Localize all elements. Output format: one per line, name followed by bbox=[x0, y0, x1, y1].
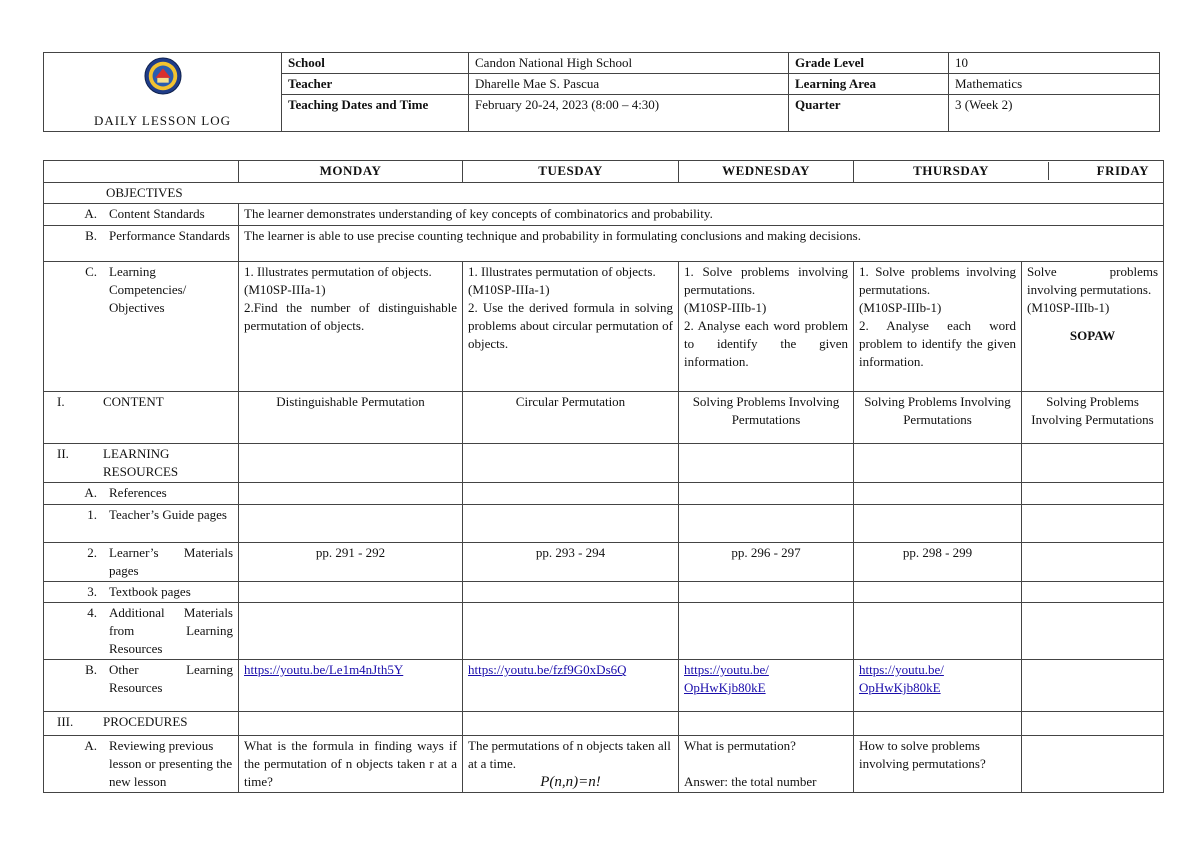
review-label: A. Reviewing previous lesson or presenting the new lesson bbox=[44, 736, 239, 793]
teacher-value: Dharelle Mae S. Pascua bbox=[469, 74, 789, 95]
competency-thursday: 1. Solve problems involving permutations. (M10SP-IIIb-1) 2. Analyse each word problem to identify the given information. bbox=[854, 262, 1022, 392]
competencies-label: C. Learning Competencies/ Objectives bbox=[44, 262, 239, 392]
content-thursday: Solving Problems Involving Permutations bbox=[854, 392, 1022, 444]
content-friday: Solving Problems Involving Permutations bbox=[1022, 392, 1164, 444]
day-tuesday: TUESDAY bbox=[463, 161, 679, 183]
review-tuesday: The permutations of n objects taken all at a time. P(n,n)=n! bbox=[463, 736, 679, 793]
content-tuesday: Circular Permutation bbox=[463, 392, 679, 444]
competency-monday: 1. Illustrates permutation of objects. (M10SP-IIIa-1) 2.Find the number of distinguishable permutation of objects. bbox=[239, 262, 463, 392]
school-value: Candon National High School bbox=[469, 53, 789, 74]
learners-materials-label: 2. Learner’s Materials pages bbox=[44, 543, 239, 582]
lm-monday: pp. 291 - 292 bbox=[239, 543, 463, 582]
dates-value: February 20-24, 2023 (8:00 – 4:30) bbox=[469, 95, 789, 132]
permutation-formula: P(n,n)=n! bbox=[540, 774, 601, 790]
performance-standards-text: The learner is able to use precise counting technique and probability in formulating conclusions and making decisions. bbox=[239, 226, 1164, 262]
day-thursday: THURSDAY bbox=[854, 162, 1049, 180]
content-label: I. CONTENT bbox=[44, 392, 239, 444]
doc-title: DAILY LESSON LOG bbox=[94, 113, 231, 128]
learning-resources-label: II. LEARNING RESOURCES bbox=[44, 444, 239, 483]
lm-tuesday: pp. 293 - 294 bbox=[463, 543, 679, 582]
content-wednesday: Solving Problems Involving Permutations bbox=[679, 392, 854, 444]
learning-area-label: Learning Area bbox=[789, 74, 949, 95]
textbook-label: 3. Textbook pages bbox=[44, 582, 239, 603]
video-link-tuesday[interactable]: https://youtu.be/fzf9G0xDs6Q bbox=[468, 662, 627, 677]
references-label: A. References bbox=[44, 483, 239, 505]
performance-standards-label: B. Performance Standards bbox=[44, 226, 239, 262]
teachers-guide-label: 1. Teacher’s Guide pages bbox=[44, 505, 239, 543]
video-link-wednesday[interactable]: https://youtu.be/ OpHwKjb80kE bbox=[684, 662, 769, 695]
grade-level-value: 10 bbox=[949, 53, 1160, 74]
competency-tuesday: 1. Illustrates permutation of objects. (M10SP-IIIa-1) 2. Use the derived formula in solving problems about circular permutation of objects. bbox=[463, 262, 679, 392]
corner-cell bbox=[44, 161, 239, 183]
additional-materials-label: 4. Additional Materials from Learning Resources bbox=[44, 603, 239, 660]
deped-seal-icon bbox=[144, 57, 182, 95]
review-thursday: How to solve problems involving permutations? bbox=[854, 736, 1022, 793]
day-wednesday: WEDNESDAY bbox=[679, 161, 854, 183]
teacher-label: Teacher bbox=[282, 74, 469, 95]
review-monday: What is the formula in finding ways if the permutation of n objects taken r at a time? bbox=[239, 736, 463, 793]
quarter-value: 3 (Week 2) bbox=[949, 95, 1160, 132]
competency-wednesday: 1. Solve problems involving permutations. (M10SP-IIIb-1) 2. Analyse each word problem to identify the given information. bbox=[679, 262, 854, 392]
quarter-label: Quarter bbox=[789, 95, 949, 132]
content-standards-text: The learner demonstrates understanding of key concepts of combinatorics and probability. bbox=[239, 204, 1164, 226]
day-monday: MONDAY bbox=[239, 161, 463, 183]
thu-fri-header bbox=[854, 161, 1164, 183]
content-monday: Distinguishable Permutation bbox=[239, 392, 463, 444]
lesson-log-table bbox=[43, 160, 1164, 793]
sopaw-tag: SOPAW bbox=[1069, 328, 1116, 343]
school-label: School bbox=[282, 53, 469, 74]
learning-area-value: Mathematics bbox=[949, 74, 1160, 95]
day-friday: FRIDAY bbox=[1096, 163, 1150, 178]
video-link-thursday[interactable]: https://youtu.be/ OpHwKjb80kE bbox=[859, 662, 944, 695]
dates-label: Teaching Dates and Time bbox=[282, 95, 469, 132]
review-wednesday: What is permutation? Answer: the total number bbox=[679, 736, 854, 793]
objectives-heading: OBJECTIVES bbox=[44, 183, 1164, 204]
header-table bbox=[43, 52, 1160, 132]
lm-wednesday: pp. 296 - 297 bbox=[679, 543, 854, 582]
day-header-row bbox=[44, 161, 1164, 183]
competency-friday: Solve problems involving permutations. (M10SP-IIIb-1) SOPAW bbox=[1022, 262, 1164, 392]
other-resources-label: B. Other Learning Resources bbox=[44, 660, 239, 712]
lm-thursday: pp. 298 - 299 bbox=[854, 543, 1022, 582]
grade-level-label: Grade Level bbox=[789, 53, 949, 74]
video-link-monday[interactable]: https://youtu.be/Le1m4nJth5Y bbox=[244, 662, 404, 677]
logo-cell bbox=[44, 53, 282, 132]
content-standards-label: A. Content Standards bbox=[44, 204, 239, 226]
procedures-label: III. PROCEDURES bbox=[44, 712, 239, 736]
